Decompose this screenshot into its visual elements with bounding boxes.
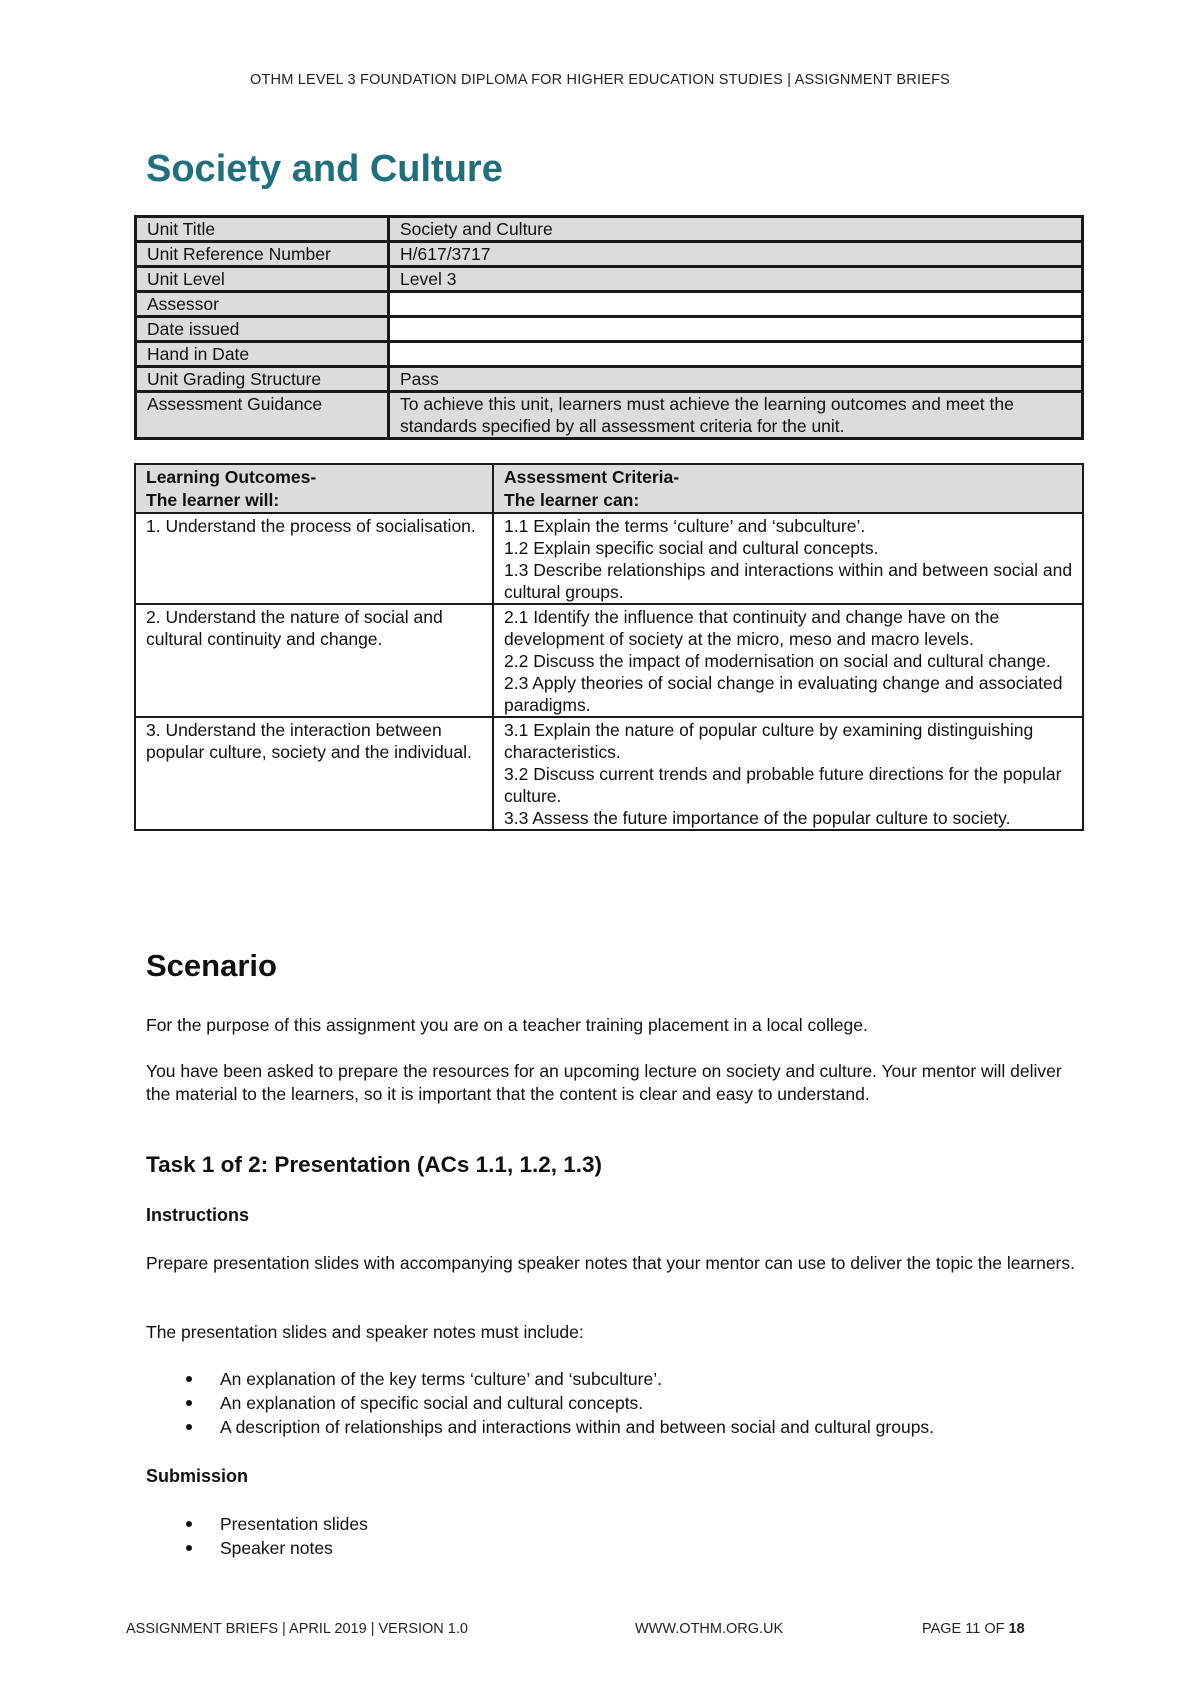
unit-title-label: Unit Title xyxy=(136,217,389,242)
table-header-row xyxy=(135,464,1083,513)
table-row xyxy=(136,342,1083,367)
assessment-guidance-value: To achieve this unit, learners must achieve the learning outcomes and meet the standards specified by all assessment criteria for the unit. xyxy=(389,392,1083,439)
task-heading: Task 1 of 2: Presentation (ACs 1.1, 1.2, 1.3) xyxy=(146,1152,602,1177)
assessment-criteria-header xyxy=(493,464,1083,513)
bullet-icon xyxy=(186,1424,192,1430)
table-row xyxy=(136,292,1083,317)
header-text: Assessment Criteria- xyxy=(504,467,680,487)
table-row xyxy=(136,217,1083,242)
hand-in-date-value xyxy=(389,342,1083,367)
assessor-label: Assessor xyxy=(136,292,389,317)
learning-outcomes-table xyxy=(134,463,1084,831)
table-row xyxy=(136,267,1083,292)
learning-outcome: 3. Understand the interaction between popular culture, society and the individual. xyxy=(135,717,493,830)
header-text: The learner can: xyxy=(504,490,640,510)
list-item xyxy=(146,1415,934,1439)
criterion: 3.2 Discuss current trends and probable future directions for the popular culture. xyxy=(504,764,1062,806)
unit-title-value: Society and Culture xyxy=(389,217,1083,242)
submission-list xyxy=(146,1512,368,1560)
table-row xyxy=(135,717,1083,830)
page-total: 18 xyxy=(1008,1621,1025,1637)
grading-structure-value: Pass xyxy=(389,367,1083,392)
list-item xyxy=(146,1512,368,1536)
list-item-text: An explanation of specific social and cultural concepts. xyxy=(220,1393,644,1413)
list-item-text: Speaker notes xyxy=(220,1538,333,1558)
bullet-icon xyxy=(186,1545,192,1551)
table-row xyxy=(135,513,1083,604)
list-item-text: A description of relationships and interactions within and between social and cultural groups. xyxy=(220,1417,935,1437)
criterion: 1.1 Explain the terms ‘culture’ and ‘subculture’. xyxy=(504,516,866,536)
criterion: 1.3 Describe relationships and interactions within and between social and cultural groups. xyxy=(504,560,1073,602)
criterion: 2.1 Identify the influence that continuity and change have on the development of society at the micro, meso and macro levels. xyxy=(504,607,1000,649)
learning-outcome: 2. Understand the nature of social and cultural continuity and change. xyxy=(135,604,493,717)
date-issued-value xyxy=(389,317,1083,342)
assessment-criteria xyxy=(493,604,1083,717)
page-header: OTHM LEVEL 3 FOUNDATION DIPLOMA FOR HIGHER EDUCATION STUDIES | ASSIGNMENT BRIEFS xyxy=(249,72,951,88)
table-row xyxy=(136,242,1083,267)
footer-website: WWW.OTHM.ORG.UK xyxy=(635,1621,784,1637)
criterion: 2.2 Discuss the impact of modernisation on social and cultural change. xyxy=(504,651,1051,671)
learning-outcome: 1. Understand the process of socialisation. xyxy=(135,513,493,604)
page-number-text: PAGE 11 OF xyxy=(922,1621,1009,1637)
list-item xyxy=(146,1367,934,1391)
unit-info-table xyxy=(134,215,1084,440)
criterion: 3.1 Explain the nature of popular culture by examining distinguishing characteristics. xyxy=(504,720,1034,762)
instructions-paragraph: Prepare presentation slides with accompanying speaker notes that your mentor can use to deliver the topic the learners. xyxy=(146,1253,1075,1273)
criterion: 3.3 Assess the future importance of the popular culture to society. xyxy=(504,808,1011,828)
bullet-icon xyxy=(186,1376,192,1382)
instructions-paragraph: The presentation slides and speaker notes must include: xyxy=(146,1322,584,1342)
assessment-guidance-label: Assessment Guidance xyxy=(136,392,389,439)
scenario-heading: Scenario xyxy=(146,948,277,983)
hand-in-date-label: Hand in Date xyxy=(136,342,389,367)
header-text: Learning Outcomes- xyxy=(146,467,317,487)
date-issued-label: Date issued xyxy=(136,317,389,342)
unit-level-label: Unit Level xyxy=(136,267,389,292)
grading-structure-label: Unit Grading Structure xyxy=(136,367,389,392)
table-row xyxy=(136,392,1083,439)
unit-reference-label: Unit Reference Number xyxy=(136,242,389,267)
table-row xyxy=(135,604,1083,717)
submission-heading: Submission xyxy=(146,1466,249,1486)
footer-page-number xyxy=(922,1621,1025,1637)
criterion: 1.2 Explain specific social and cultural concepts. xyxy=(504,538,879,558)
scenario-paragraph: You have been asked to prepare the resources for an upcoming lecture on society and culture. Your mentor will deliver the material to the learners, so it is important that the content is clear and easy to understand. xyxy=(146,1061,1062,1104)
unit-reference-value: H/617/3717 xyxy=(389,242,1083,267)
scenario-paragraph: For the purpose of this assignment you are on a teacher training placement in a local college. xyxy=(146,1015,868,1035)
criterion: 2.3 Apply theories of social change in evaluating change and associated paradigms. xyxy=(504,673,1063,715)
instructions-heading: Instructions xyxy=(146,1205,250,1225)
unit-level-value: Level 3 xyxy=(389,267,1083,292)
learning-outcomes-header xyxy=(135,464,493,513)
assessor-value xyxy=(389,292,1083,317)
table-row xyxy=(136,367,1083,392)
table-row xyxy=(136,317,1083,342)
list-item-text: An explanation of the key terms ‘culture’ and ‘subculture’. xyxy=(220,1369,662,1389)
assessment-criteria xyxy=(493,717,1083,830)
bullet-icon xyxy=(186,1521,192,1527)
list-item xyxy=(146,1536,368,1560)
header-text: The learner will: xyxy=(146,490,280,510)
list-item-text: Presentation slides xyxy=(220,1514,368,1534)
list-item xyxy=(146,1391,934,1415)
assessment-criteria xyxy=(493,513,1083,604)
footer-left: ASSIGNMENT BRIEFS | APRIL 2019 | VERSION 1.0 xyxy=(126,1621,468,1637)
bullet-icon xyxy=(186,1400,192,1406)
requirements-list xyxy=(146,1367,934,1439)
page-title: Society and Culture xyxy=(146,148,503,190)
